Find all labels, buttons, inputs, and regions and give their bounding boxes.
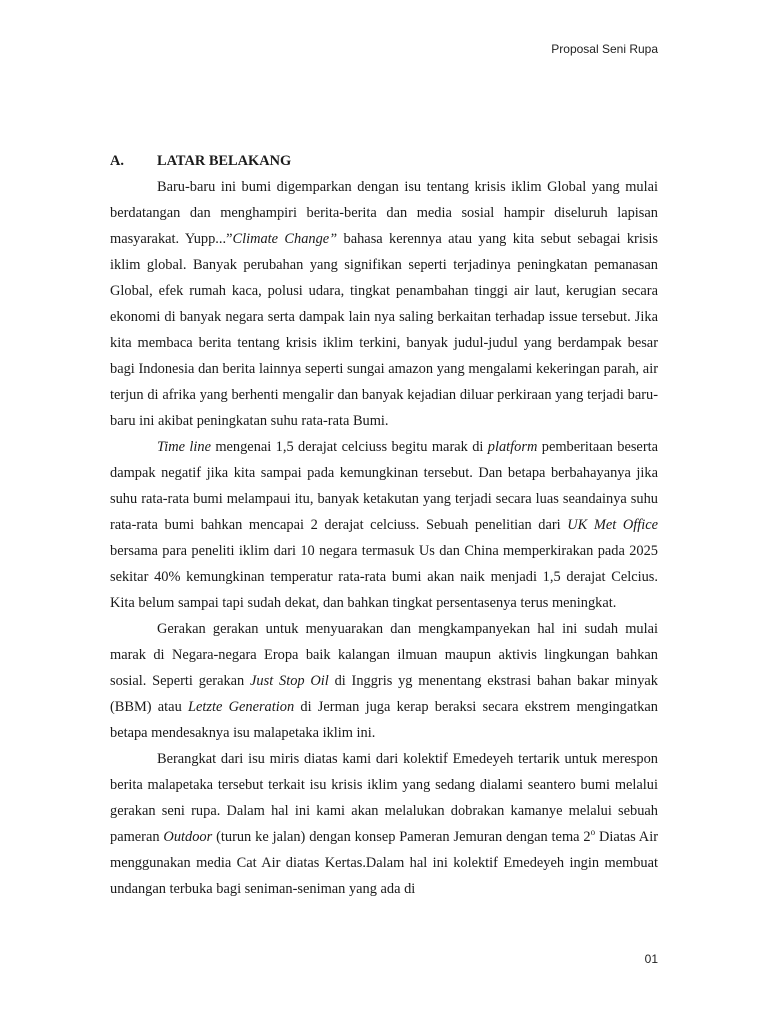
paragraph-text: Baru-baru ini bumi digemparkan dengan isu tentang krisis iklim Global yang mulai berdatangan dan menghampiri berita-berita dan media sosial hampir diseluruh lapisan masyarakat. Yupp...”: [110, 179, 658, 247]
paragraph-text: Gerakan gerakan untuk menyuarakan dan mengkampanyekan hal ini sudah mulai marak di Negara-negara Eropa baik kalangan ilmuan maupun aktivis lingkungan bahkan sosial. Seperti gerakan: [110, 621, 658, 689]
page-number: 01: [644, 952, 658, 966]
paragraph-emphasis: platform: [487, 439, 538, 455]
paragraph-text: di Inggris yg menentang ekstrasi bahan bakar minyak (BBM) atau: [110, 673, 658, 715]
section-title: LATAR BELAKANG: [157, 153, 292, 169]
paragraph-emphasis: UK Met Office: [567, 517, 658, 533]
paragraph-text: Diatas Air menggunakan media Cat Air diatas Kertas.Dalam hal ini kolektif Emedeyeh ingin membuat undangan terbuka bagi seniman-seniman yang ada di: [110, 829, 658, 897]
paragraph-emphasis: Time line: [157, 439, 211, 455]
paragraph-2: [110, 434, 658, 616]
paragraph-text: mengenai 1,5 derajat celciuss begitu marak di: [210, 439, 488, 455]
paragraph-text: (turun ke jalan) dengan konsep Pameran Jemuran dengan tema 2: [212, 829, 591, 845]
paragraph-emphasis: Climate Change”: [232, 231, 338, 247]
section-heading: [110, 148, 658, 174]
paragraph-text: pemberitaan beserta dampak negatif jika kita sampai pada kemungkinan tersebut. Dan betapa berbahayanya jika suhu rata-rata bumi melampaui itu, banyak ketakutan yang terjadi secara luas seandainya suhu rata-rata bumi bahkan mencapai 2 derajat celciuss. Sebuah penelitian dari: [110, 439, 658, 533]
paragraph-3: [110, 616, 658, 746]
paragraph-text: bahasa kerennya atau yang kita sebut sebagai krisis iklim global. Banyak perubahan yang signifikan seperti terjadinya peningkatan pemanasan Global, efek rumah kaca, polusi udara, tingkat penambahan tinggi air laut, kerugian secara ekonomi di banyak negara serta dampak lain nya saling berkaitan terhadap issue tersebut. Jika kita membaca berita tentang krisis iklim terkini, banyak judul-judul yang berdampak besar bagi Indonesia dan berita lainnya seperti sungai amazon yang mengalami kekeringan parah, air terjun di afrika yang berhenti mengalir dan banyak kejadian diluar perkiraan yang terjadi baru-baru ini akibat peningkatan suhu rata-rata Bumi.: [110, 231, 659, 429]
page-header-title: Proposal Seni Rupa: [551, 42, 658, 56]
paragraph-emphasis: Outdoor: [163, 829, 213, 845]
paragraph-1: [110, 174, 658, 434]
paragraph-emphasis: Just Stop Oil: [250, 673, 329, 689]
paragraph-4: [110, 746, 658, 902]
document-body: [110, 148, 658, 902]
paragraph-text: Berangkat dari isu miris diatas kami dari kolektif Emedeyeh tertarik untuk merespon berita malapetaka tersebut terkait isu krisis iklim yang sedang dialami seantero bumi melalui gerakan seni rupa. Dalam hal ini kami akan melalukan dobrakan kamanye melalui sebuah pameran: [110, 751, 658, 845]
paragraph-text: bersama para peneliti iklim dari 10 negara termasuk Us dan China memperkirakan pada 2025 sekitar 40% kemungkinan temperatur rata-rata bumi akan naik menjadi 1,5 derajat Celcius. Kita belum sampai tapi sudah dekat, dan bahkan tingkat persentasenya terus meningkat.: [110, 543, 658, 611]
paragraph-emphasis: Letzte Generation: [188, 699, 295, 715]
section-number: A.: [110, 153, 124, 169]
degree-superscript: o: [590, 827, 596, 838]
paragraph-text: di Jerman juga kerap beraksi secara ekstrem mengingatkan betapa mendesaknya isu malapetaka iklim ini.: [110, 699, 658, 741]
